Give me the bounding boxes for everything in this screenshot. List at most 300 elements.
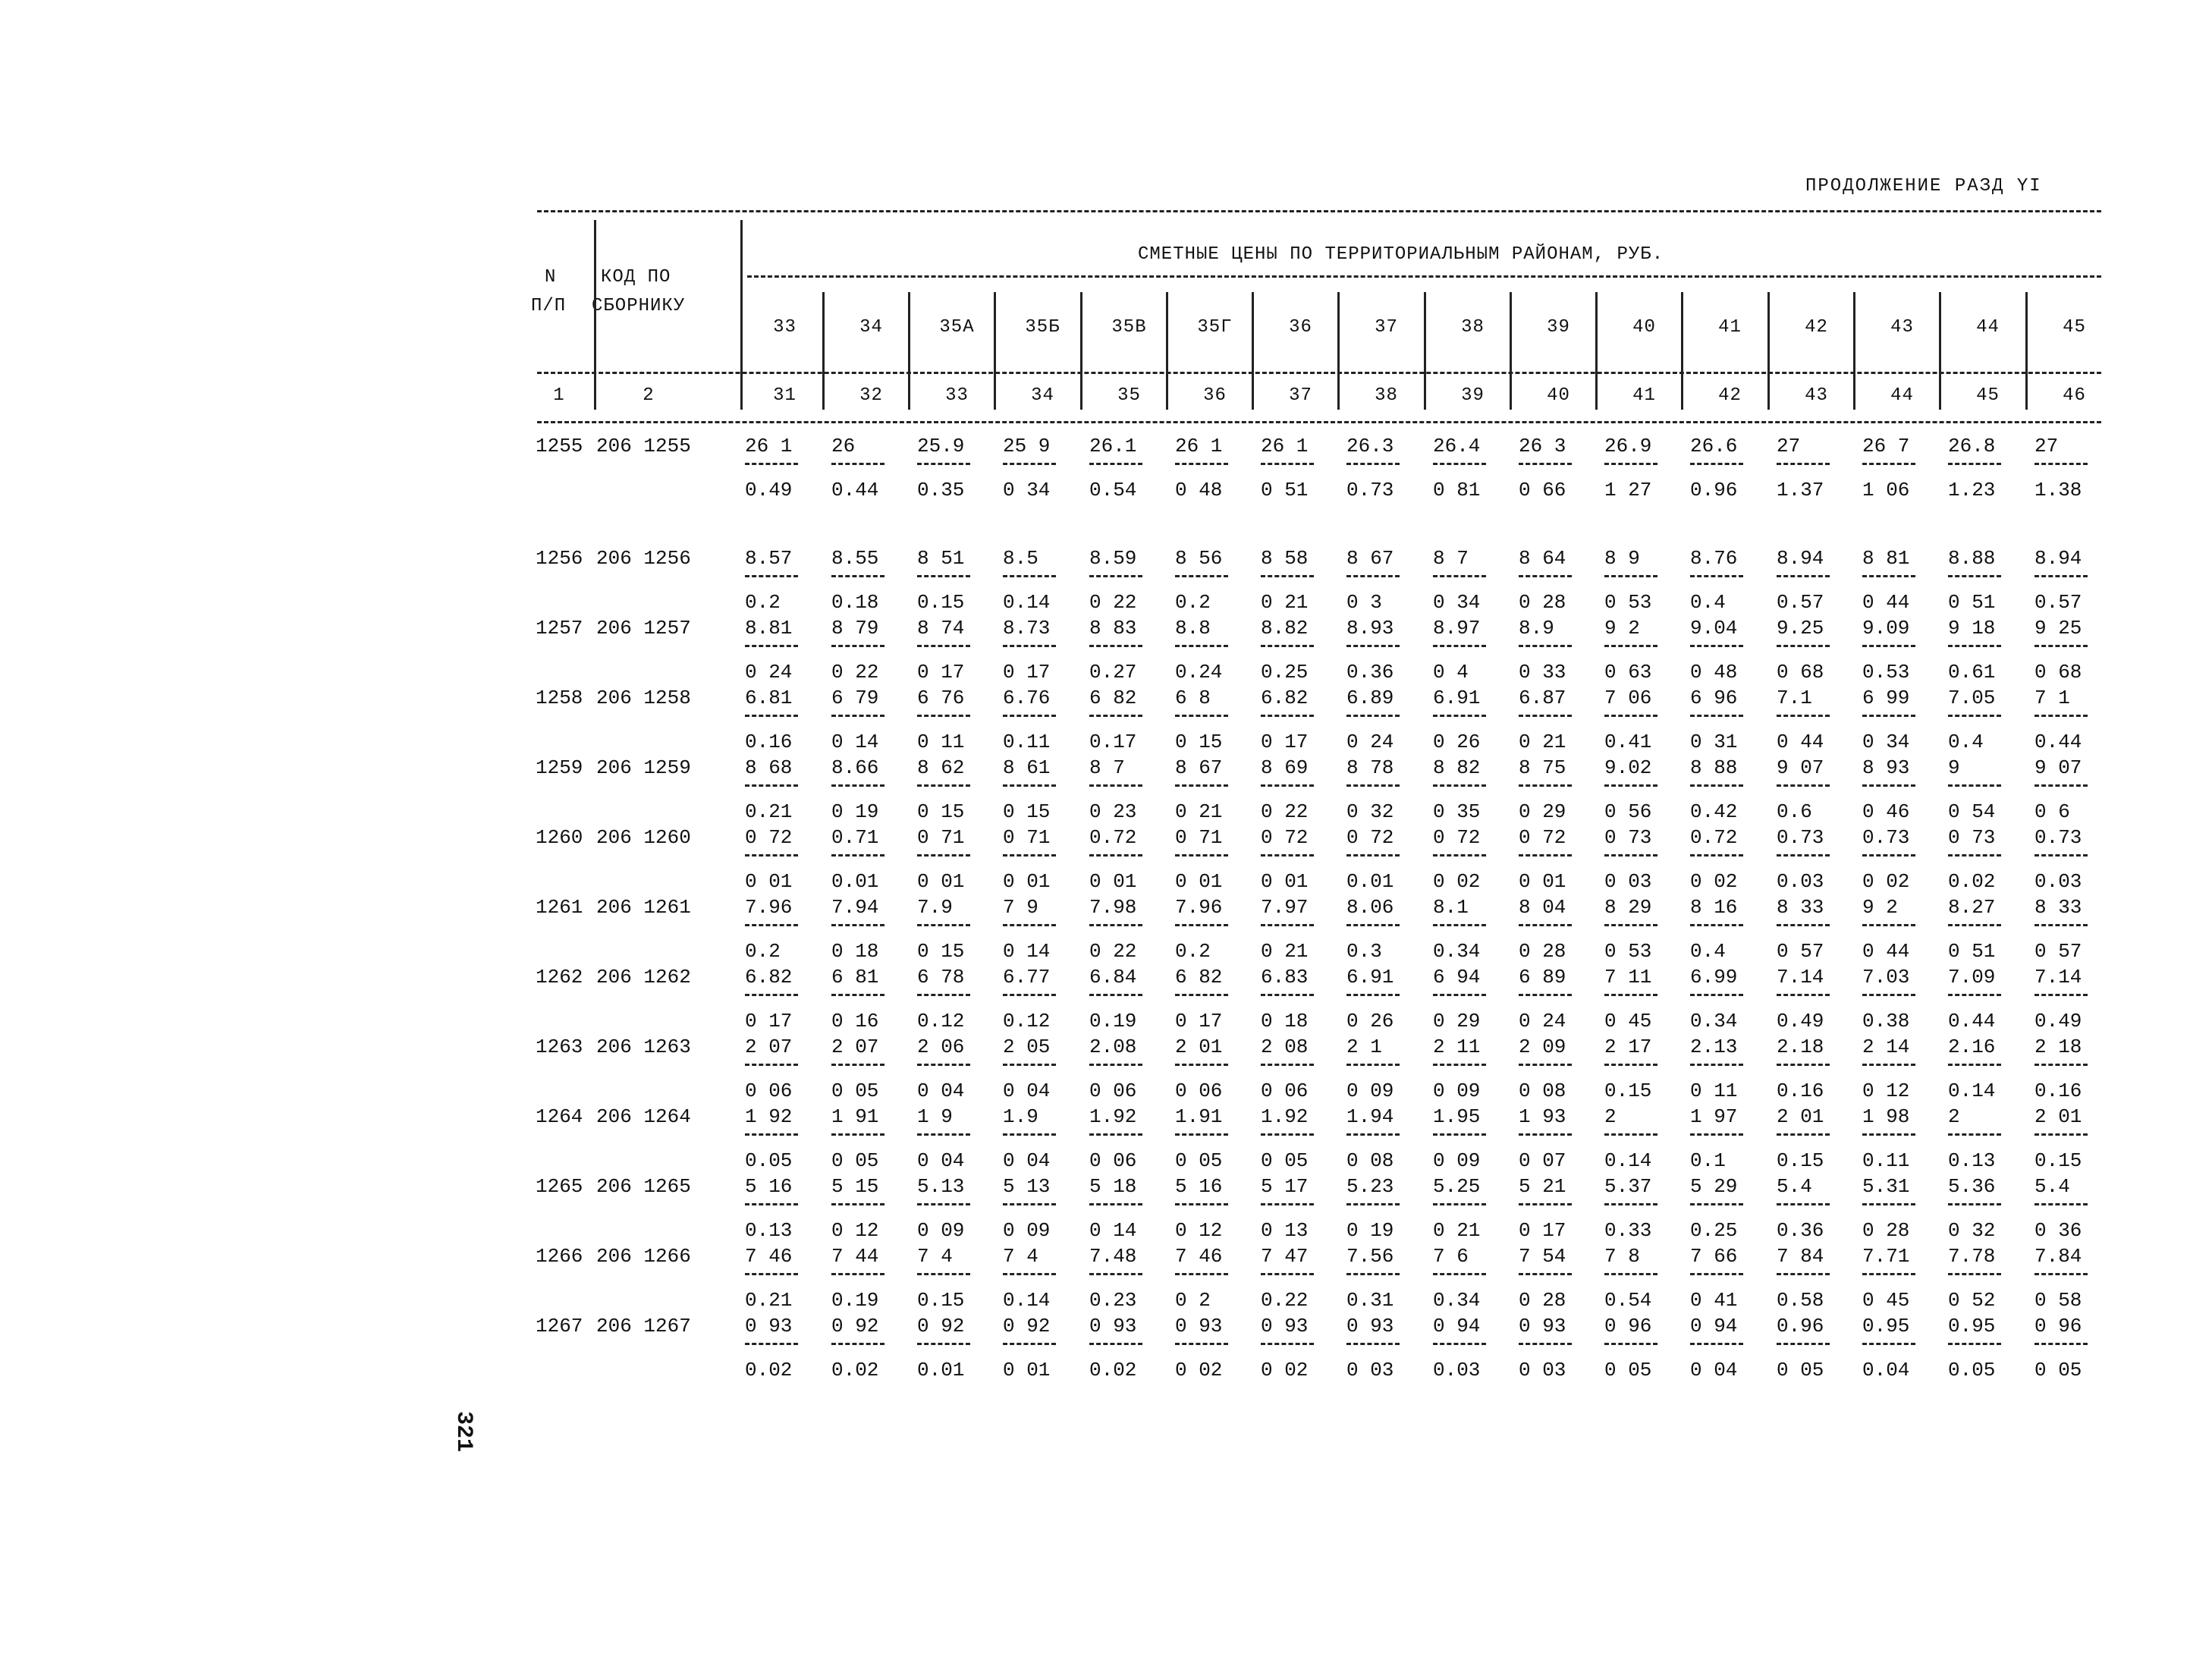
fraction-rule <box>831 994 884 996</box>
fraction-rule <box>1003 1273 1056 1275</box>
fraction-rule <box>1519 645 1572 647</box>
fraction-rule <box>831 1064 884 1066</box>
price-bottom-value: 0 14 <box>1089 1219 1137 1242</box>
price-top-value: 9 2 <box>1862 896 1898 919</box>
price-top-value: 2 08 <box>1261 1036 1309 1058</box>
fraction-rule <box>2034 854 2088 857</box>
price-bottom-value: 0 17 <box>917 661 965 684</box>
fraction-rule <box>1519 854 1572 857</box>
price-top-value: 26 1 <box>1175 435 1223 457</box>
fraction-rule <box>1089 1343 1142 1345</box>
price-top-value: 26.6 <box>1690 435 1738 457</box>
price-bottom-value: 0 15 <box>1003 800 1051 823</box>
price-top-value: 7 47 <box>1261 1245 1309 1268</box>
price-bottom-value: 0 56 <box>1604 800 1652 823</box>
price-top-value: 7.98 <box>1089 896 1137 919</box>
fraction-rule <box>1862 575 1915 577</box>
price-top-value: 7 4 <box>917 1245 953 1268</box>
price-top-value: 6 8 <box>1175 687 1211 709</box>
fraction-rule <box>1003 994 1056 996</box>
column-rule <box>1939 292 1941 410</box>
fraction-rule <box>1175 784 1228 787</box>
fraction-rule <box>1604 854 1657 857</box>
price-top-value: 0 72 <box>1433 826 1481 849</box>
price-top-value: 1.94 <box>1346 1105 1394 1128</box>
price-top-value: 6 82 <box>1175 966 1223 989</box>
price-top-value: 26 3 <box>1519 435 1566 457</box>
fraction-rule <box>1604 1203 1657 1205</box>
column-index-cell: 42 <box>1718 385 1742 406</box>
fraction-rule <box>1777 1273 1830 1275</box>
price-top-value: 0 92 <box>917 1315 965 1337</box>
price-top-value: 8.5 <box>1003 547 1038 570</box>
price-top-value: 8 7 <box>1433 547 1469 570</box>
fraction-rule <box>917 784 970 787</box>
fraction-rule <box>1777 1203 1830 1205</box>
price-top-value: 0 72 <box>1346 826 1394 849</box>
fraction-rule <box>1862 1343 1915 1345</box>
price-bottom-value: 0 02 <box>1690 870 1738 893</box>
fraction-rule <box>745 575 798 577</box>
column-index-cell: 44 <box>1890 385 1914 406</box>
fraction-rule <box>1777 575 1830 577</box>
fraction-rule <box>831 854 884 857</box>
fraction-rule <box>1346 645 1400 647</box>
fraction-rule <box>1175 1273 1228 1275</box>
price-top-value: 0.73 <box>1862 826 1910 849</box>
price-top-value: 0.72 <box>1690 826 1738 849</box>
price-top-value: 0 71 <box>917 826 965 849</box>
price-bottom-value: 0 34 <box>1433 591 1481 614</box>
price-bottom-value: 0 28 <box>1519 940 1566 963</box>
price-top-value: 8.81 <box>745 617 793 640</box>
row-number: 1265 <box>536 1175 583 1198</box>
fraction-rule <box>1003 463 1056 465</box>
price-top-value: 8.93 <box>1346 617 1394 640</box>
price-bottom-value: 0.16 <box>745 731 793 753</box>
fraction-rule <box>745 1133 798 1136</box>
price-top-value: 2 07 <box>831 1036 879 1058</box>
fraction-rule <box>1261 1133 1314 1136</box>
fraction-rule <box>1862 784 1915 787</box>
price-bottom-value: 0.03 <box>1777 870 1824 893</box>
price-top-value: 7.09 <box>1948 966 1996 989</box>
price-top-value: 8 16 <box>1690 896 1738 919</box>
price-bottom-value: 0.53 <box>1862 661 1910 684</box>
price-bottom-value: 0.11 <box>1862 1149 1910 1172</box>
price-bottom-value: 0 81 <box>1433 479 1481 501</box>
price-bottom-value: 0.31 <box>1346 1289 1394 1312</box>
column-rule <box>740 220 743 410</box>
price-bottom-value: 0.36 <box>1777 1219 1824 1242</box>
price-top-value: 6.83 <box>1261 966 1309 989</box>
price-top-value: 0 93 <box>745 1315 793 1337</box>
price-bottom-value: 0 57 <box>1777 940 1824 963</box>
price-bottom-value: 0.13 <box>745 1219 793 1242</box>
region-header-cell: 35Г <box>1197 317 1233 338</box>
price-bottom-value: 0 36 <box>2034 1219 2082 1242</box>
column-index-cell: 41 <box>1632 385 1656 406</box>
price-top-value: 8 83 <box>1089 617 1137 640</box>
fraction-rule <box>1862 1064 1915 1066</box>
price-bottom-value: 0 46 <box>1862 800 1910 823</box>
price-bottom-value: 0.54 <box>1089 479 1137 501</box>
fraction-rule <box>1777 924 1830 926</box>
price-bottom-value: 0.49 <box>1777 1010 1824 1033</box>
fraction-rule <box>1346 715 1400 717</box>
price-bottom-value: 0 17 <box>1261 731 1309 753</box>
row-number: 1266 <box>536 1245 583 1268</box>
row-number: 1255 <box>536 435 583 457</box>
price-bottom-value: 0 01 <box>745 870 793 893</box>
price-top-value: 5.4 <box>1777 1175 1812 1198</box>
price-bottom-value: 0.03 <box>2034 870 2082 893</box>
price-bottom-value: 0 15 <box>1175 731 1223 753</box>
price-top-value: 8.88 <box>1948 547 1996 570</box>
fraction-rule <box>745 463 798 465</box>
price-top-value: 8.57 <box>745 547 793 570</box>
price-top-value: 8 82 <box>1433 756 1481 779</box>
price-bottom-value: 0 18 <box>831 940 879 963</box>
price-bottom-value: 0.1 <box>1690 1149 1726 1172</box>
price-top-value: 1 9 <box>917 1105 953 1128</box>
price-top-value: 6 81 <box>831 966 879 989</box>
column-index-cell: 46 <box>2063 385 2086 406</box>
fraction-rule <box>1948 575 2001 577</box>
price-bottom-value: 0.21 <box>745 800 793 823</box>
price-top-value: 8.27 <box>1948 896 1996 919</box>
fraction-rule <box>1175 1343 1228 1345</box>
price-top-value: 6 79 <box>831 687 879 709</box>
price-top-value: 5.13 <box>917 1175 965 1198</box>
region-header-cell: 41 <box>1718 317 1742 338</box>
fraction-rule <box>1433 463 1486 465</box>
fraction-rule <box>917 463 970 465</box>
fraction-rule <box>1519 463 1572 465</box>
continuation-title: ПРОДОЛЖЕНИЕ РАЗД YI <box>1805 176 2042 196</box>
fraction-rule <box>1604 463 1657 465</box>
fraction-rule <box>1003 1064 1056 1066</box>
fraction-rule <box>1604 1064 1657 1066</box>
price-bottom-value: 0 33 <box>1519 661 1566 684</box>
price-top-value: 2 07 <box>745 1036 793 1058</box>
price-top-value: 5.37 <box>1604 1175 1652 1198</box>
column-index-cell: 37 <box>1289 385 1312 406</box>
price-top-value: 7.56 <box>1346 1245 1394 1268</box>
price-top-value: 6.91 <box>1433 687 1481 709</box>
price-bottom-value: 0 48 <box>1175 479 1223 501</box>
price-bottom-value: 0.3 <box>1346 940 1382 963</box>
price-top-value: 8 61 <box>1003 756 1051 779</box>
price-top-value: 6.91 <box>1346 966 1394 989</box>
fraction-rule <box>2034 994 2088 996</box>
price-top-value: 8 29 <box>1604 896 1652 919</box>
fraction-rule <box>917 1343 970 1345</box>
price-top-value: 5 13 <box>1003 1175 1051 1198</box>
fraction-rule <box>1175 994 1228 996</box>
rule-line <box>537 421 2101 423</box>
price-bottom-value: 0.02 <box>831 1359 879 1381</box>
fraction-rule <box>831 1273 884 1275</box>
price-top-value: 7 1 <box>2034 687 2070 709</box>
price-top-value: 0 93 <box>1346 1315 1394 1337</box>
price-top-value: 26.8 <box>1948 435 1996 457</box>
price-top-value: 1.9 <box>1003 1105 1038 1128</box>
fraction-rule <box>1690 1133 1743 1136</box>
fraction-rule <box>1346 1064 1400 1066</box>
column-index-cell: 34 <box>1031 385 1054 406</box>
fraction-rule <box>1346 575 1400 577</box>
price-bottom-value: 1 06 <box>1862 479 1910 501</box>
price-bottom-value: 0 31 <box>1690 731 1738 753</box>
price-top-value: 7.94 <box>831 896 879 919</box>
region-header-cell: 35В <box>1111 317 1147 338</box>
price-bottom-value: 0.34 <box>1433 940 1481 963</box>
price-bottom-value: 0 05 <box>1604 1359 1652 1381</box>
price-bottom-value: 0.15 <box>1604 1080 1652 1102</box>
fraction-rule <box>1519 1133 1572 1136</box>
region-header-cell: 37 <box>1375 317 1398 338</box>
price-bottom-value: 0.13 <box>1948 1149 1996 1172</box>
fraction-rule <box>1433 1273 1486 1275</box>
price-top-value: 0 94 <box>1433 1315 1481 1337</box>
row-number: 1259 <box>536 756 583 779</box>
column-rule <box>1853 292 1855 410</box>
column-rule <box>994 292 996 410</box>
fraction-rule <box>1948 1343 2001 1345</box>
price-bottom-value: 0 06 <box>1089 1080 1137 1102</box>
fraction-rule <box>1519 715 1572 717</box>
price-top-value: 7 46 <box>745 1245 793 1268</box>
price-top-value: 2 01 <box>2034 1105 2082 1128</box>
price-top-value: 8.59 <box>1089 547 1137 570</box>
price-top-value: 0.71 <box>831 826 879 849</box>
price-bottom-value: 0 01 <box>1003 1359 1051 1381</box>
price-top-value: 8.66 <box>831 756 879 779</box>
price-top-value: 0.95 <box>1948 1315 1996 1337</box>
collection-code: 206 1259 <box>596 756 691 779</box>
fraction-rule <box>1346 1343 1400 1345</box>
price-bottom-value: 0 14 <box>1003 940 1051 963</box>
price-top-value: 5.36 <box>1948 1175 1996 1198</box>
column-index-cell: 45 <box>1976 385 2000 406</box>
fraction-rule <box>1948 1273 2001 1275</box>
price-bottom-value: 0 09 <box>1433 1080 1481 1102</box>
fraction-rule <box>745 1064 798 1066</box>
price-bottom-value: 0.01 <box>1346 870 1394 893</box>
column-index-cell: 43 <box>1805 385 1828 406</box>
price-top-value: 5 18 <box>1089 1175 1137 1198</box>
fraction-rule <box>1346 854 1400 857</box>
price-top-value: 8.82 <box>1261 617 1309 640</box>
row-number: 1257 <box>536 617 583 640</box>
price-top-value: 0 96 <box>1604 1315 1652 1337</box>
fraction-rule <box>1433 715 1486 717</box>
column-index-cell: 31 <box>773 385 797 406</box>
fraction-rule <box>1690 1064 1743 1066</box>
price-bottom-value: 0.22 <box>1261 1289 1309 1312</box>
price-top-value: 7 66 <box>1690 1245 1738 1268</box>
price-top-value: 9.09 <box>1862 617 1910 640</box>
price-top-value: 1.92 <box>1261 1105 1309 1128</box>
price-bottom-value: 0.11 <box>1003 731 1051 753</box>
region-header-cell: 45 <box>2063 317 2086 338</box>
price-top-value: 8 58 <box>1261 547 1309 570</box>
fraction-rule <box>745 854 798 857</box>
price-top-value: 8 33 <box>2034 896 2082 919</box>
price-bottom-value: 0.27 <box>1089 661 1137 684</box>
fraction-rule <box>2034 645 2088 647</box>
price-top-value: 25 9 <box>1003 435 1051 457</box>
fraction-rule <box>1777 784 1830 787</box>
fraction-rule <box>831 1343 884 1345</box>
column-rule <box>1595 292 1598 410</box>
fraction-rule <box>745 1343 798 1345</box>
price-bottom-value: 0 09 <box>1433 1149 1481 1172</box>
price-top-value: 26.3 <box>1346 435 1394 457</box>
price-bottom-value: 0.18 <box>831 591 879 614</box>
price-bottom-value: 1.37 <box>1777 479 1824 501</box>
price-top-value: 5 16 <box>745 1175 793 1198</box>
fraction-rule <box>1089 854 1142 857</box>
price-top-value: 7 4 <box>1003 1245 1038 1268</box>
price-bottom-value: 0.15 <box>917 591 965 614</box>
fraction-rule <box>745 1203 798 1205</box>
price-bottom-value: 0 66 <box>1519 479 1566 501</box>
row-number: 1260 <box>536 826 583 849</box>
price-bottom-value: 0.01 <box>917 1359 965 1381</box>
price-bottom-value: 0 28 <box>1862 1219 1910 1242</box>
price-bottom-value: 0 24 <box>1346 731 1394 753</box>
fraction-rule <box>745 784 798 787</box>
fraction-rule <box>1777 463 1830 465</box>
price-bottom-value: 0.49 <box>2034 1010 2082 1033</box>
fraction-rule <box>2034 924 2088 926</box>
fraction-rule <box>1690 924 1743 926</box>
fraction-rule <box>1089 924 1142 926</box>
price-top-value: 6 96 <box>1690 687 1738 709</box>
price-bottom-value: 0 19 <box>831 800 879 823</box>
price-top-value: 2 <box>1604 1105 1617 1128</box>
price-top-value: 2 01 <box>1175 1036 1223 1058</box>
price-top-value: 7.14 <box>1777 966 1824 989</box>
column-index-cell: 38 <box>1375 385 1398 406</box>
price-bottom-value: 0 18 <box>1261 1010 1309 1033</box>
price-bottom-value: 0 13 <box>1261 1219 1309 1242</box>
price-top-value: 8.97 <box>1433 617 1481 640</box>
price-top-value: 0 92 <box>1003 1315 1051 1337</box>
price-top-value: 7.84 <box>2034 1245 2082 1268</box>
price-bottom-value: 0 41 <box>1690 1289 1738 1312</box>
fraction-rule <box>1948 1064 2001 1066</box>
price-bottom-value: 0 22 <box>1089 940 1137 963</box>
fraction-rule <box>1519 1343 1572 1345</box>
fraction-rule <box>1261 784 1314 787</box>
price-top-value: 5.25 <box>1433 1175 1481 1198</box>
fraction-rule <box>1690 463 1743 465</box>
price-bottom-value: 0 44 <box>1777 731 1824 753</box>
fraction-rule <box>1519 1064 1572 1066</box>
price-bottom-value: 0.4 <box>1948 731 1984 753</box>
column-rule <box>1510 292 1512 410</box>
price-bottom-value: 0 17 <box>1175 1010 1223 1033</box>
price-bottom-value: 0.34 <box>1690 1010 1738 1033</box>
price-bottom-value: 0 68 <box>1777 661 1824 684</box>
price-bottom-value: 0 22 <box>1089 591 1137 614</box>
price-bottom-value: 0.14 <box>1604 1149 1652 1172</box>
fraction-rule <box>1604 645 1657 647</box>
price-bottom-value: 0.58 <box>1777 1289 1824 1312</box>
column-rule <box>1080 292 1082 410</box>
fraction-rule <box>1777 1064 1830 1066</box>
price-top-value: 6 76 <box>917 687 965 709</box>
price-top-value: 7 06 <box>1604 687 1652 709</box>
price-top-value: 5.23 <box>1346 1175 1394 1198</box>
price-top-value: 8.94 <box>2034 547 2082 570</box>
price-top-value: 26 1 <box>745 435 793 457</box>
fraction-rule <box>1003 1203 1056 1205</box>
price-top-value: 8 67 <box>1175 756 1223 779</box>
price-top-value: 2 09 <box>1519 1036 1566 1058</box>
price-top-value: 2 05 <box>1003 1036 1051 1058</box>
fraction-rule <box>1175 715 1228 717</box>
price-bottom-value: 0.2 <box>1175 591 1211 614</box>
header-pp: П/П <box>531 296 567 316</box>
fraction-rule <box>917 854 970 857</box>
price-top-value: 5.4 <box>2034 1175 2070 1198</box>
fraction-rule <box>1862 715 1915 717</box>
price-bottom-value: 0.57 <box>2034 591 2082 614</box>
price-top-value: 6.81 <box>745 687 793 709</box>
price-top-value: 25.9 <box>917 435 965 457</box>
price-top-value: 7.71 <box>1862 1245 1910 1268</box>
price-bottom-value: 0 05 <box>1261 1149 1309 1172</box>
price-bottom-value: 0 01 <box>1519 870 1566 893</box>
fraction-rule <box>1433 645 1486 647</box>
fraction-rule <box>1261 994 1314 996</box>
price-bottom-value: 0 01 <box>1089 870 1137 893</box>
price-top-value: 2 <box>1948 1105 1960 1128</box>
price-top-value: 6 82 <box>1089 687 1137 709</box>
collection-code: 206 1255 <box>596 435 691 457</box>
price-top-value: 9 25 <box>2034 617 2082 640</box>
price-bottom-value: 0 35 <box>1433 800 1481 823</box>
column-index-cell: 39 <box>1461 385 1485 406</box>
price-bottom-value: 0 05 <box>831 1080 879 1102</box>
region-header-cell: 35А <box>939 317 975 338</box>
price-bottom-value: 0.4 <box>1690 591 1726 614</box>
price-bottom-value: 0 21 <box>1261 591 1309 614</box>
price-top-value: 5 21 <box>1519 1175 1566 1198</box>
fraction-rule <box>1089 715 1142 717</box>
price-bottom-value: 0.2 <box>745 591 781 614</box>
fraction-rule <box>917 1133 970 1136</box>
price-bottom-value: 0.49 <box>745 479 793 501</box>
price-top-value: 9.02 <box>1604 756 1652 779</box>
fraction-rule <box>1433 924 1486 926</box>
fraction-rule <box>1604 715 1657 717</box>
fraction-rule <box>1003 784 1056 787</box>
fraction-rule <box>831 575 884 577</box>
price-top-value: 2.13 <box>1690 1036 1738 1058</box>
price-bottom-value: 0 09 <box>1003 1219 1051 1242</box>
price-bottom-value: 0 22 <box>831 661 879 684</box>
fraction-rule <box>1089 463 1142 465</box>
price-bottom-value: 0.96 <box>1690 479 1738 501</box>
price-bottom-value: 0 04 <box>917 1080 965 1102</box>
price-top-value: 2.18 <box>1777 1036 1824 1058</box>
price-bottom-value: 0 34 <box>1003 479 1051 501</box>
